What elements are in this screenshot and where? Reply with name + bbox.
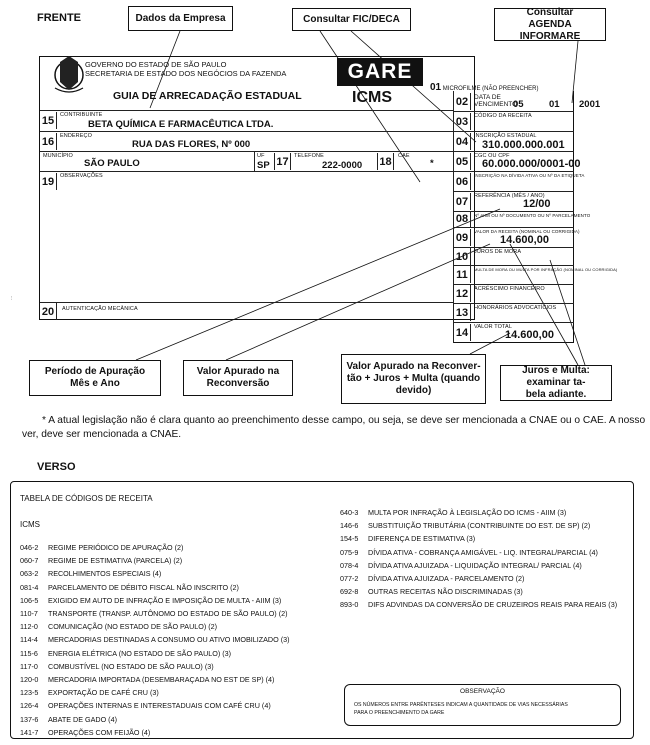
cgc-label: CGC OU CPF [474,153,510,159]
code-row [20,660,289,673]
code-value: 115-6 [20,648,38,658]
code-description: SUBSTITUIÇÃO TRIBUTÁRIA (CONTRIBUINTE DO EST. DE SP) (2) [368,521,591,531]
valor-total-value: 14.600,00 [505,329,554,341]
observacoes-label: OBSERVAÇÕES [60,173,103,179]
referencia-value: 12/00 [523,198,551,210]
code-value: 123-5 [20,688,39,698]
callout-consultar-fic: Consultar FIC/DECA [292,8,411,31]
code-description: DÍVIDA ATIVA AJUIZADA - LIQUIDAÇÃO INTEGRAL/ PARCIAL (4) [368,560,582,570]
code-value: 081-4 [20,582,39,592]
callout-valor-juros-line1: Valor Apurado na Reconver- [346,361,481,372]
venc-mes: 01 [549,99,560,110]
code-value: 120-0 [20,675,39,685]
callout-dados-empresa: Dados da Empresa [128,6,233,31]
field-19-number: 19 [40,173,57,190]
code-description: MERCADORIAS DESTINADAS A CONSUMO OU ATIVO IMOBILIZADO (3) [48,635,290,645]
code-description: EXIGIDO EM AUTO DE INFRAÇÃO E IMPOSIÇÃO DE MULTA - AIIM (3) [48,595,282,605]
field-13-number: 13 [454,304,471,321]
code-description: ENERGIA ELÉTRICA (NO ESTADO DE SÃO PAULO) (3) [48,648,232,658]
code-value: 141-7 [20,727,39,737]
field-03-number: 03 [454,113,471,130]
inscricao-label: INSCRIÇÃO ESTADUAL [474,133,537,139]
callout-agenda-line2: AGENDA INFORMARE [519,18,581,42]
aiim-label: Nº AIIM OU Nº DOCUMENTO OU Nº PARCELAMENTO [474,213,591,218]
cae-label: CAE [398,153,410,159]
field-20-number: 20 [40,303,57,320]
callout-agenda-line1: Consultar [526,6,574,18]
code-description: COMBUSTÍVEL (NO ESTADO DE SÃO PAULO) (3) [48,661,214,671]
callout-periodo-line1: Período de Apuração [44,366,146,377]
divida-label: INSCRIÇÃO NA DÍVIDA ATIVA OU Nº DA ETIQUETA [474,173,585,178]
code-value: 112-0 [20,622,38,632]
valor-total-label: VALOR TOTAL [474,324,512,330]
code-value: 077-2 [340,574,359,584]
codes-left-list [20,541,289,739]
field-18-number: 18 [377,153,394,170]
form-title: GUIA DE ARRECADAÇÃO ESTADUAL [113,90,302,102]
code-row [20,541,289,554]
endereco-label: ENDEREÇO [60,133,92,139]
uf-value: SP [257,160,270,171]
code-description: TRANSPORTE (TRANSP. AUTÔNOMO DO ESTADO DE SÃO PAULO) (2) [48,609,288,619]
code-description: REGIME PERIÓDICO DE APURAÇÃO (2) [48,543,184,552]
field-11-number: 11 [454,266,471,283]
tabela-title: TABELA DE CÓDIGOS DE RECEITA [20,494,153,503]
field-14-number: 14 [454,324,471,341]
codigo-receita-label: CÓDIGO DA RECEITA [474,113,532,119]
code-value: 046-2 [20,543,39,552]
code-row [20,726,289,739]
code-value: 063-2 [20,569,39,579]
multa-label: MULTA DE MORA OU MULTA POR INFRAÇÃO (NOMINAL OU CORRIGIDA) [474,267,618,272]
code-row [340,585,617,598]
telefone-value: 222-0000 [322,160,363,171]
gov-header [85,60,286,78]
code-row [20,620,289,633]
code-row [340,598,617,611]
code-description: PARCELAMENTO DE DÉBITO FISCAL NÃO INSCRITO (2) [48,582,239,592]
field-06-number: 06 [454,173,471,190]
microfilme-label: 01 MICROFILME (NÃO PREENCHER) [430,82,539,93]
code-description: DIFS ADVINDAS DA CONVERSÃO DE CRUZEIROS REAIS PARA REAIS (3) [368,600,618,610]
code-value: 893-0 [340,600,359,610]
callout-valor-juros [341,354,486,404]
code-description: COMUNICAÇÃO (NO ESTADO DE SÃO PAULO) (2) [48,622,218,632]
venc-ano: 2001 [579,99,601,110]
code-row [20,699,289,712]
gov-line1: GOVERNO DO ESTADO DE SÃO PAULO [85,60,227,69]
callout-juros-multa-line2: bela adiante. [525,389,587,400]
inscricao-value: 310.000.000.001 [482,139,565,151]
endereco-value: RUA DAS FLORES, Nº 000 [132,139,251,150]
code-description: DÍVIDA ATIVA AJUIZADA - PARCELAMENTO (2) [368,574,525,584]
contribuinte-label: CONTRIBUINTE [60,112,103,118]
callout-valor-apurado-line1: Valor Apurado na [196,366,280,377]
callout-valor-apurado-line2: Reconversão [206,378,270,389]
code-row [20,554,289,567]
field-09-number: 09 [454,229,471,246]
field-16-number: 16 [40,133,57,150]
code-value: 137-6 [20,714,39,724]
telefone-label: TELEFONE [294,153,324,159]
code-description: OPERAÇÕES INTERNAS E INTERESTADUAIS COM CAFÉ CRU (4) [48,701,271,711]
code-row [340,546,617,559]
code-value: 078-4 [340,560,359,570]
code-description: MERCADORIA IMPORTADA (DESEMBARAÇADA NO EST DE SP) (4) [48,675,275,685]
print-margin-text: ... [8,295,14,300]
field-15-number: 15 [40,112,57,129]
code-value: 126-4 [20,701,39,711]
observacao-title: OBSERVAÇÃO [460,688,505,695]
code-value: 075-9 [340,547,359,557]
code-row [340,532,617,545]
callout-valor-apurado [183,360,293,396]
municipio-value: SÃO PAULO [84,158,140,169]
brasao-icon [55,56,83,92]
valor-receita-label: VALOR DA RECEITA (NOMINAL OU CORRIGIDA) [474,229,580,234]
contribuinte-value: BETA QUÍMICA E FARMACÊUTICA LTDA. [88,119,274,130]
referencia-label: REFERÊNCIA (MÊS / ANO) [474,193,545,199]
icms-label: ICMS [352,89,392,106]
code-row [340,559,617,572]
code-value: 146-6 [340,521,359,531]
observacao-text [354,701,614,717]
data-vencimento-label-2: VENCIMENTO [474,101,518,108]
code-description: ABATE DE GADO (4) [48,714,117,724]
code-row [20,581,289,594]
field-08-number: 08 [454,211,471,227]
data-vencimento-label-1: DATA DE [474,94,501,101]
code-value: 640-3 [340,508,359,517]
code-description: REGIME DE ESTIMATIVA (PARCELA) (2) [48,556,183,566]
field-05-number: 05 [454,153,471,170]
code-description: RECOLHIMENTOS ESPECIAIS (4) [48,569,162,579]
callout-valor-juros-line3: devido) [395,385,432,396]
code-value: 106-5 [20,595,39,605]
field-12-number: 12 [454,285,471,302]
code-row [20,633,289,646]
callout-valor-juros-line2: tão + Juros + Multa (quando [346,373,481,384]
cgc-value: 60.000.000/0001-00 [482,158,581,170]
gare-logo: GARE [347,60,413,83]
code-value: 060-7 [20,556,39,566]
callout-juros-multa-line1: Juros e Multa: examinar ta- [522,365,590,388]
cae-value: * [430,158,434,169]
codes-right-list [340,506,617,612]
uf-label: UF [257,153,265,159]
code-value: 110-7 [20,609,38,619]
code-row [20,673,289,686]
verso-label: VERSO [37,461,76,473]
field-17-number: 17 [274,153,291,170]
acrescimo-label: ACRÉSCIMO FINANCEIRO [474,286,545,292]
callout-periodo [29,360,161,396]
footnote: * A atual legislação não é clara quanto ao preenchimento desse campo, ou seja, se deve ser mencionada a CNAE ou o CAE. A nosso ver, deve ser mencionada a CNAE. [22,415,646,440]
code-description: OUTRAS RECEITAS NÃO DISCRIMINADAS (3) [368,587,523,597]
code-value: 154-5 [340,534,359,544]
field-04-number: 04 [454,133,471,150]
field-10-number: 10 [454,248,471,265]
autenticacao-label: AUTENTICAÇÃO MECÂNICA [62,306,138,312]
code-description: OPERAÇÕES COM FEIJÃO (4) [48,727,151,737]
code-row [20,686,289,699]
code-value: 117-0 [20,661,38,671]
juros-mora-label: JUROS DE MORA [474,249,522,255]
code-row [340,519,617,532]
code-row [20,647,289,660]
field-02-number: 02 [454,93,471,110]
code-row [20,607,289,620]
observacao-line2: PARA O PREENCHIMENTO DA GARE [354,710,445,716]
callout-juros-multa [500,365,612,401]
valor-receita-value: 14.600,00 [500,234,549,246]
code-value: 692-8 [340,587,359,597]
code-row [340,572,617,585]
frente-label: FRENTE [37,12,81,24]
code-row [20,594,289,607]
callout-periodo-line2: Mês e Ano [70,378,120,389]
observacao-line1: OS NÚMEROS ENTRE PARÊNTESES INDICAM A QUANTIDADE DE VIAS NECESSÁRIAS [354,702,568,708]
code-description: MULTA POR INFRAÇÃO À LEGISLAÇÃO DO ICMS - AIIM (3) [368,508,567,517]
gov-line2: SECRETARIA DE ESTADO DOS NEGÓCIOS DA FAZENDA [85,69,287,78]
code-description: DÍVIDA ATIVA - COBRANÇA AMIGÁVEL - LIQ. INTEGRAL/PARCIAL (4) [368,547,598,557]
code-value: 114-4 [20,635,38,645]
code-row [340,506,617,519]
microfilme-text: MICROFILME (NÃO PREENCHER) [442,86,539,92]
code-description: DIFERENÇA DE ESTIMATIVA (3) [368,534,476,544]
municipio-label: MUNICÍPIO [43,153,73,159]
data-vencimento-label [474,94,517,108]
honorarios-label: HONORÁRIOS ADVOCATÍCIOS [474,305,557,311]
code-row [20,713,289,726]
field-07-number: 07 [454,193,471,210]
code-description: EXPORTAÇÃO DE CAFÉ CRU (3) [48,688,159,698]
tabela-section: ICMS [20,520,40,529]
venc-dia: 05 [513,99,524,110]
code-row [20,567,289,580]
